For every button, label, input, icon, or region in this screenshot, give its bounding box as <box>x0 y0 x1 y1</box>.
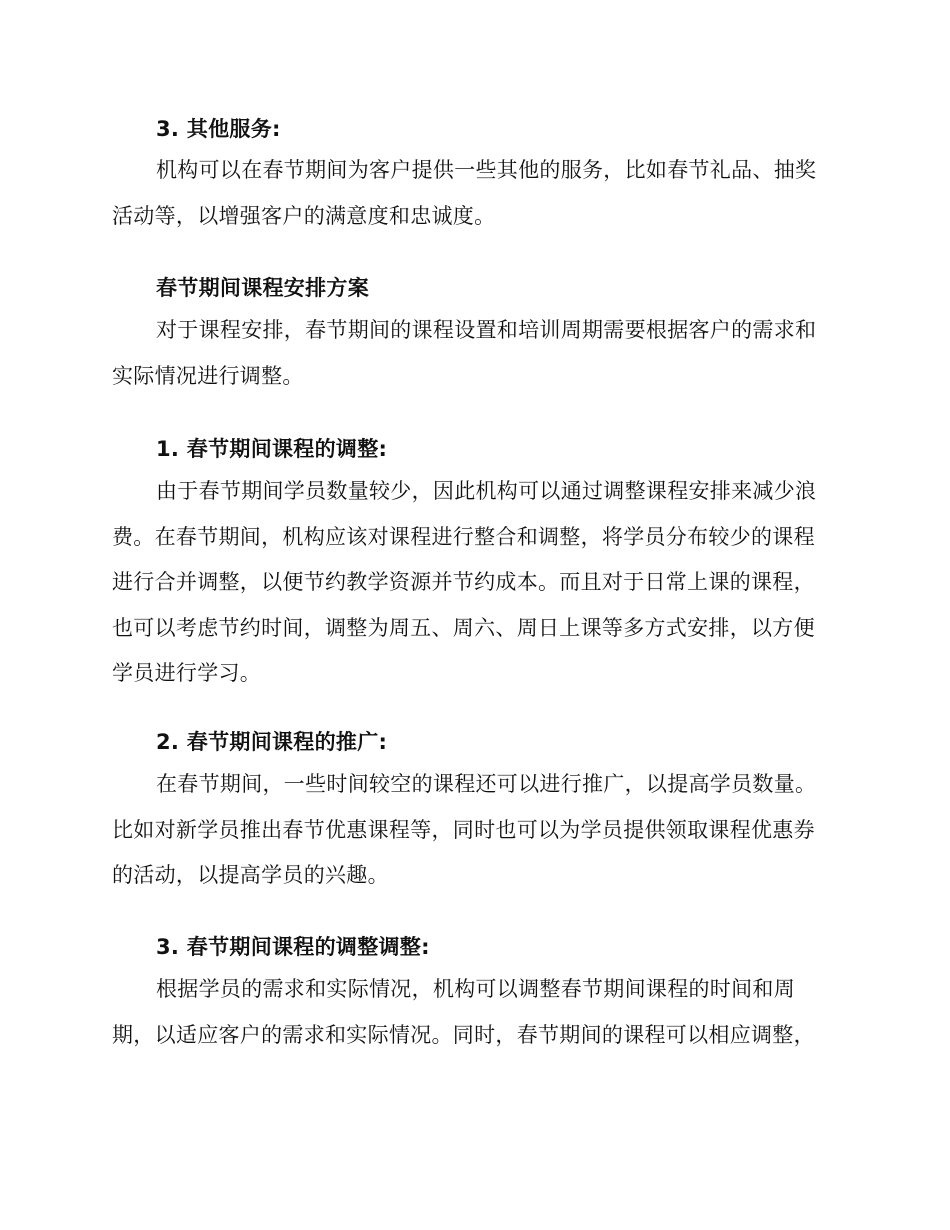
paragraph-course-adjustment: 由于春节期间学员数量较少，因此机构可以通过调整课程安排来减少浪费。在春节期间，机构应该对课程进行整合和调整，将学员分布较少的课程进行合并调整，以便节约教学资源并节约成本。而且对于日常上课的课程，也可以考虑节约时间，调整为周五、周六、周日上课等多方式安排，以方便学员进行学习。 <box>112 479 817 685</box>
section-heading-course-adjustment: 1. 春节期间课程的调整: <box>156 437 388 461</box>
paragraph-other-services: 机构可以在春节期间为客户提供一些其他的服务，比如春节礼品、抽奖活动等，以增强客户的满意度和忠诚度。 <box>112 158 817 228</box>
paragraph-course-plan-intro: 对于课程安排，春节期间的课程设置和培训周期需要根据客户的需求和实际情况进行调整。 <box>112 318 817 388</box>
section-heading-other-services: 3. 其他服务: <box>156 117 281 141</box>
paragraph-course-readjustment: 根据学员的需求和实际情况，机构可以调整春节期间课程的时间和周期，以适应客户的需求和实际情况。同时，春节期间的课程可以相应调整， <box>112 977 815 1047</box>
paragraph-course-promotion: 在春节期间，一些时间较空的课程还可以进行推广，以提高学员数量。比如对新学员推出春节优惠课程等，同时也可以为学员提供领取课程优惠券的活动，以提高学员的兴趣。 <box>112 772 817 887</box>
section-heading-course-promotion: 2. 春节期间课程的推广: <box>156 730 388 754</box>
section-heading-course-readjustment: 3. 春节期间课程的调整调整: <box>156 935 430 959</box>
section-heading-course-plan: 春节期间课程安排方案 <box>156 276 369 300</box>
